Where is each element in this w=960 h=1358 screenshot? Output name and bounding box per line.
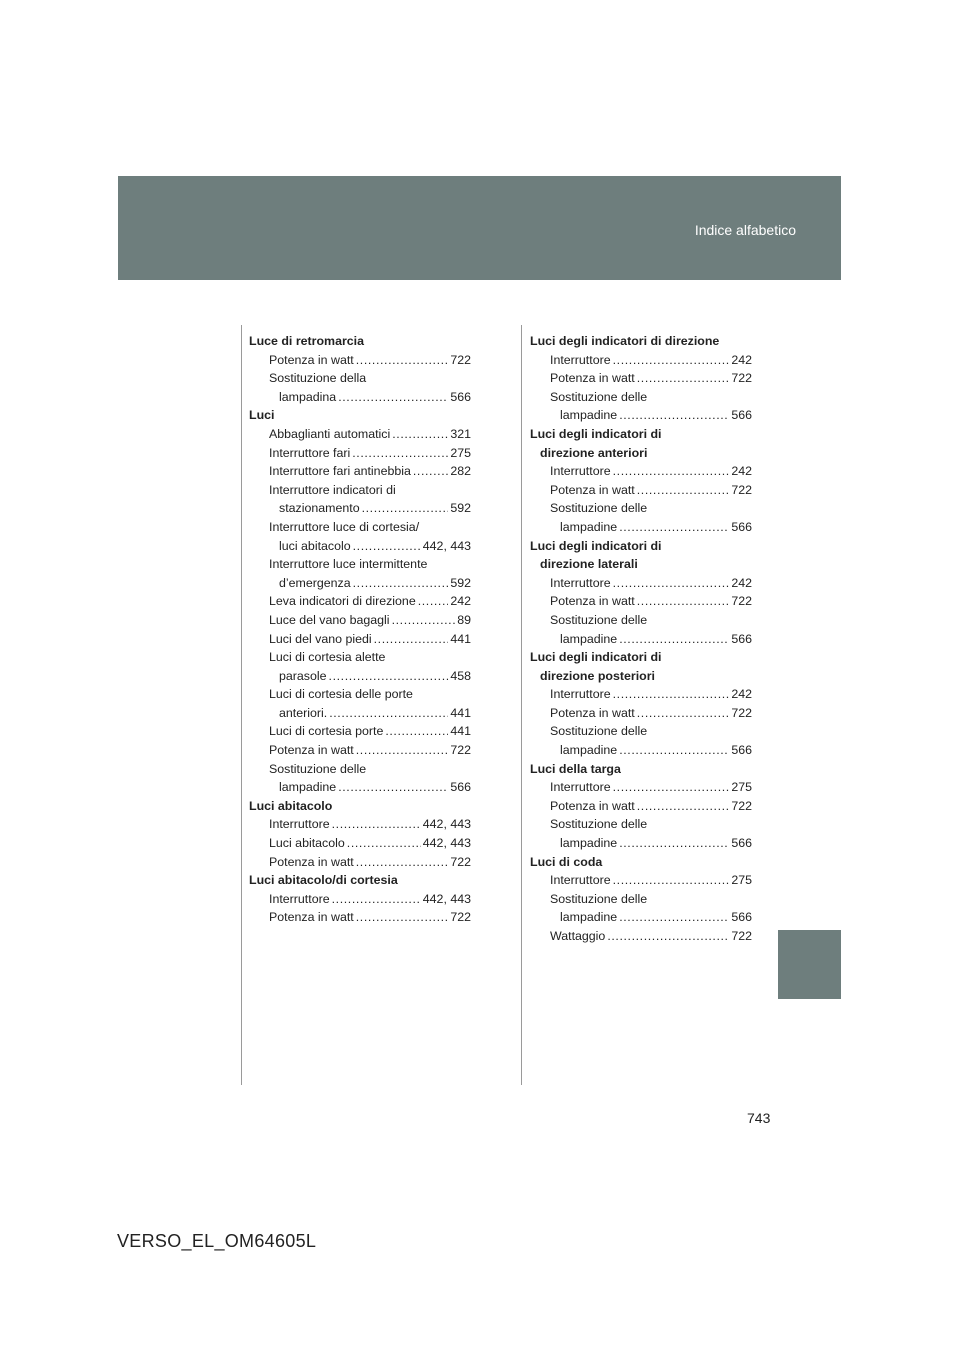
entry-label: Potenza in watt (269, 352, 354, 367)
entry-label: Luci del vano piedi (269, 631, 372, 646)
index-entry (530, 462, 752, 481)
dot-leader (329, 704, 448, 723)
dot-leader (613, 871, 730, 890)
dot-leader (374, 630, 449, 649)
index-entry (249, 853, 471, 872)
entry-label: Interruttore (269, 817, 330, 832)
entry-label: Interruttore (550, 687, 611, 702)
entry-label: lampadina (279, 389, 337, 404)
entry-page-ref: 722 (450, 743, 471, 758)
entry-page-ref: 282 (450, 464, 471, 479)
index-entry (530, 406, 752, 425)
entry-label: lampadine (560, 408, 618, 423)
entry-page-ref: 722 (450, 352, 471, 367)
index-subentry-text: Sostituzione delle (550, 724, 648, 739)
entry-page-ref: 722 (731, 705, 752, 720)
dot-leader (619, 630, 729, 649)
index-entry (249, 592, 471, 611)
index-entry (530, 630, 752, 649)
entry-page-ref: 566 (731, 910, 752, 925)
entry-page-ref: 592 (450, 575, 471, 590)
index-heading-continued: direzione posteriori (540, 668, 655, 683)
index-entry (249, 630, 471, 649)
entry-label: Interruttore (550, 575, 611, 590)
index-entry (249, 462, 471, 481)
index-subentry-text: Sostituzione delle (550, 501, 648, 516)
index-entry (530, 834, 752, 853)
entry-label: Abbaglianti automatici (269, 426, 391, 441)
header-bar (118, 176, 841, 280)
dot-leader (362, 499, 449, 518)
index-subentry-text: Interruttore luce intermittente (269, 557, 428, 572)
dot-leader (332, 815, 421, 834)
entry-page-ref: 242 (731, 464, 752, 479)
dot-leader (385, 722, 448, 741)
index-subentry-text: Sostituzione delle (550, 612, 648, 627)
index-entry (530, 797, 752, 816)
entry-page-ref: 566 (731, 631, 752, 646)
index-entry (249, 425, 471, 444)
index-subentry-text: Luci di cortesia alette (269, 650, 386, 665)
entry-label: Interruttore (550, 352, 611, 367)
entry-label: parasole (279, 668, 327, 683)
dot-leader (356, 741, 449, 760)
index-entry (530, 351, 752, 370)
entry-label: Potenza in watt (269, 910, 354, 925)
index-subentry-text: Interruttore indicatori di (269, 482, 396, 497)
index-subentry-text: Sostituzione delle (550, 891, 648, 906)
index-heading: Luci degli indicatori di (530, 426, 662, 441)
entry-page-ref: 441 (450, 705, 471, 720)
entry-label: lampadine (560, 743, 618, 758)
index-heading-continued: direzione laterali (540, 557, 638, 572)
entry-label: Potenza in watt (269, 854, 354, 869)
entry-label: lampadine (560, 836, 618, 851)
index-entry (530, 741, 752, 760)
index-entry (249, 778, 471, 797)
index-entry (249, 741, 471, 760)
entry-label: Luce del vano bagagli (269, 612, 390, 627)
entry-label: Interruttore fari (269, 445, 351, 460)
index-entry (530, 908, 752, 927)
dot-leader (392, 425, 448, 444)
entry-page-ref: 442, 443 (422, 817, 471, 832)
dot-leader (413, 462, 448, 481)
entry-page-ref: 242 (731, 575, 752, 590)
entry-label: Interruttore (269, 891, 330, 906)
index-entry (249, 499, 471, 518)
index-subentry-text: Sostituzione delle (550, 389, 648, 404)
dot-leader (356, 908, 449, 927)
entry-page-ref: 722 (731, 798, 752, 813)
entry-label: Interruttore (550, 464, 611, 479)
entry-label: Interruttore (550, 873, 611, 888)
document-code: VERSO_EL_OM64605L (117, 1231, 317, 1251)
index-heading: Luci degli indicatori di direzione (530, 334, 720, 348)
index-entry (249, 444, 471, 463)
dot-leader (619, 908, 729, 927)
entry-label: Interruttore fari antinebbia (269, 464, 411, 479)
entry-page-ref: 566 (731, 408, 752, 423)
entry-page-ref: 722 (450, 910, 471, 925)
index-entry (530, 927, 752, 946)
index-entry (249, 815, 471, 834)
dot-leader (613, 462, 730, 481)
index-entry (530, 778, 752, 797)
dot-leader (613, 778, 730, 797)
index-subentry-text: Sostituzione delle (269, 761, 367, 776)
entry-page-ref: 441 (450, 724, 471, 739)
section-title: Indice alfabetico (694, 222, 796, 238)
dot-leader (637, 704, 730, 723)
dot-leader (392, 611, 456, 630)
dot-leader (613, 351, 730, 370)
dot-leader (338, 388, 448, 407)
column-divider-left (241, 325, 242, 1085)
index-entry (249, 722, 471, 741)
dot-leader (637, 797, 730, 816)
entry-page-ref: 442, 443 (422, 836, 471, 851)
entry-label: lampadine (560, 910, 618, 925)
entry-label: Luci abitacolo (269, 836, 345, 851)
entry-page-ref: 566 (450, 389, 471, 404)
entry-page-ref: 566 (450, 780, 471, 795)
entry-page-ref: 442, 443 (422, 538, 471, 553)
index-entry (530, 592, 752, 611)
dot-leader (619, 834, 729, 853)
index-entry (249, 667, 471, 686)
entry-label: lampadine (279, 780, 337, 795)
dot-leader (619, 741, 729, 760)
index-subentry-text: Luci di cortesia delle porte (269, 687, 413, 702)
index-heading: Luci abitacolo (249, 798, 333, 813)
index-entry (530, 704, 752, 723)
index-heading: Luci della targa (530, 761, 621, 776)
entry-label: Leva indicatori di direzione (269, 594, 416, 609)
entry-label: stazionamento (279, 501, 360, 516)
entry-page-ref: 275 (450, 445, 471, 460)
entry-label: Potenza in watt (550, 371, 635, 386)
entry-page-ref: 441 (450, 631, 471, 646)
entry-label: luci abitacolo (279, 538, 351, 553)
index-entry (249, 537, 471, 556)
dot-leader (607, 927, 729, 946)
dot-leader (637, 369, 730, 388)
entry-page-ref: 275 (731, 873, 752, 888)
dot-leader (329, 667, 449, 686)
index-heading: Luce di retromarcia (249, 334, 365, 348)
index-column-left (249, 332, 471, 927)
entry-page-ref: 566 (731, 743, 752, 758)
index-entry (530, 574, 752, 593)
entry-page-ref: 89 (457, 612, 471, 627)
entry-page-ref: 722 (731, 482, 752, 497)
index-entry (249, 574, 471, 593)
dot-leader (613, 685, 730, 704)
entry-label: Potenza in watt (550, 482, 635, 497)
index-heading: Luci di coda (530, 854, 603, 869)
index-heading: Luci degli indicatori di (530, 538, 662, 553)
index-entry (249, 388, 471, 407)
index-entry (530, 481, 752, 500)
entry-label: d’emergenza (279, 575, 351, 590)
index-entry (530, 369, 752, 388)
entry-label: Potenza in watt (550, 594, 635, 609)
page-number: 743 (747, 1110, 771, 1126)
index-heading: Luci degli indicatori di (530, 650, 662, 665)
index-subentry-text: Sostituzione della (269, 371, 367, 386)
entry-page-ref: 592 (450, 501, 471, 516)
index-entry (249, 704, 471, 723)
entry-page-ref: 242 (450, 594, 471, 609)
entry-page-ref: 242 (731, 687, 752, 702)
entry-page-ref: 566 (731, 519, 752, 534)
entry-page-ref: 321 (450, 426, 471, 441)
index-column-right (530, 332, 752, 946)
index-entry (530, 871, 752, 890)
entry-page-ref: 458 (450, 668, 471, 683)
dot-leader (332, 890, 421, 909)
index-heading-continued: direzione anteriori (540, 445, 648, 460)
dot-leader (338, 778, 448, 797)
index-entry (249, 890, 471, 909)
entry-page-ref: 566 (731, 836, 752, 851)
entry-label: Potenza in watt (269, 743, 354, 758)
dot-leader (353, 574, 449, 593)
dot-leader (347, 834, 421, 853)
dot-leader (418, 592, 449, 611)
entry-label: lampadine (560, 519, 618, 534)
column-divider-middle (521, 325, 522, 1085)
dot-leader (356, 351, 449, 370)
entry-page-ref: 722 (731, 594, 752, 609)
entry-page-ref: 722 (731, 929, 752, 943)
entry-label: Wattaggio (550, 929, 606, 943)
index-entry (249, 908, 471, 927)
entry-label: Potenza in watt (550, 798, 635, 813)
entry-page-ref: 722 (450, 854, 471, 869)
dot-leader (613, 574, 730, 593)
index-entry (249, 351, 471, 370)
dot-leader (353, 537, 421, 556)
entry-label: anteriori. (279, 705, 328, 720)
index-heading: Luci (249, 408, 275, 423)
index-entry (530, 518, 752, 537)
entry-page-ref: 722 (731, 371, 752, 386)
dot-leader (637, 592, 730, 611)
entry-page-ref: 442, 443 (422, 891, 471, 906)
section-thumb-tab (778, 930, 841, 999)
dot-leader (637, 481, 730, 500)
dot-leader (619, 406, 729, 425)
dot-leader (352, 444, 448, 463)
index-entry (249, 834, 471, 853)
index-subentry-text: Sostituzione delle (550, 817, 648, 832)
index-heading: Luci abitacolo/di cortesia (249, 873, 398, 888)
entry-label: lampadine (560, 631, 618, 646)
index-subentry-text: Interruttore luce di cortesia/ (269, 519, 420, 534)
entry-page-ref: 242 (731, 352, 752, 367)
dot-leader (356, 853, 449, 872)
dot-leader (619, 518, 729, 537)
index-entry (530, 685, 752, 704)
index-entry (249, 611, 471, 630)
entry-label: Potenza in watt (550, 705, 635, 720)
entry-label: Luci di cortesia porte (269, 724, 384, 739)
entry-label: Interruttore (550, 780, 611, 795)
entry-page-ref: 275 (731, 780, 752, 795)
